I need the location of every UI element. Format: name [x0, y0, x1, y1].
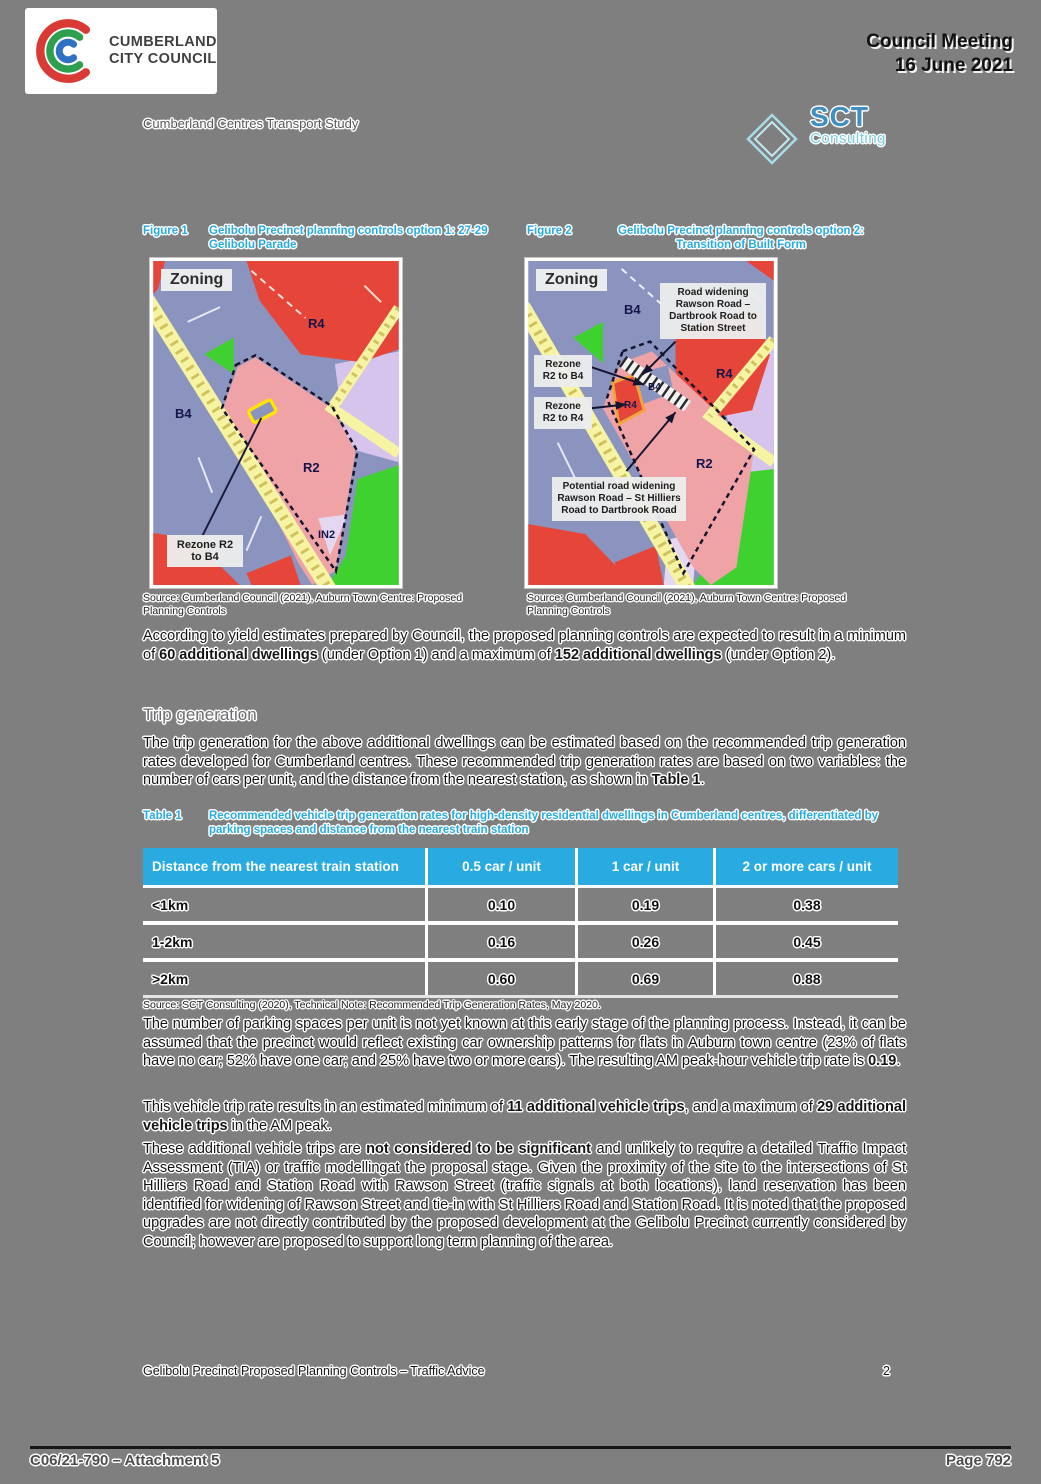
sct-consulting-logo: [742, 101, 886, 174]
paragraph-text: This vehicle trip rate results in an estimated minimum of: [143, 1099, 508, 1115]
meeting-title: Council Meeting: [866, 31, 1013, 52]
meeting-date: 16 June 2021: [894, 55, 1013, 76]
row-label: <1km: [143, 888, 428, 921]
sct-name: SCT: [810, 101, 869, 132]
paragraph-significance: [143, 1140, 906, 1251]
paragraph-text: These additional vehicle trips are: [143, 1141, 367, 1157]
row-value: 0.88: [793, 970, 821, 987]
table-header-2cars: 2 or more cars / unit: [716, 848, 898, 885]
paragraph-text: The number of parking spaces per unit is not yet known at this early stage of the planning process. Instead, it can be assumed that the precinct would reflect existing car ownership patterns for flats in Auburn town centre (23% of flats have no car; 52% have one car; and 25% have two or more cars). The resulting AM peak-hour vehicle trip rate is: [143, 1016, 906, 1069]
bold-table-1-ref: Table 1: [651, 772, 701, 788]
paragraph-vehicle-trips: [143, 1098, 906, 1135]
trip-generation-heading: Trip generation: [143, 705, 257, 724]
doc-footer-page-number: 2: [883, 1364, 890, 1378]
row-value: 0.10: [428, 888, 578, 921]
figure2-caption: [527, 224, 889, 252]
figure1-caption: [143, 224, 505, 252]
map1-zoning-title: Zoning: [161, 269, 232, 291]
map2-callout-road-widening: Road widening Rawson Road – Dartbrook Road to Station Street: [660, 283, 766, 339]
bottom-bar: [30, 1452, 1011, 1469]
bold-60-dwellings: 60 additional dwellings: [159, 646, 318, 663]
report-subtitle: Cumberland Centres Transport Study: [143, 116, 359, 131]
table-header-05car: 0.5 car / unit: [428, 848, 578, 885]
paragraph-yield-estimates: [143, 627, 906, 664]
pdf-page-label: Page 792: [945, 1452, 1011, 1469]
paragraph-text: .: [700, 772, 705, 788]
table-row: [143, 925, 898, 962]
table-source: Source: SCT Consulting (2020), Technical Note: Recommended Trip Generation Rates, May 2020.: [143, 999, 601, 1011]
table-header-row: [143, 848, 898, 888]
row-value: 0.26: [578, 925, 716, 958]
row-value: 0.60: [428, 962, 578, 995]
map2-callout-rezone-r4: Rezone R2 to R4: [534, 397, 592, 429]
paragraph-text: (under Option 2).: [721, 646, 836, 663]
paragraph-text: (under Option 1) and a maximum of: [317, 646, 555, 663]
figure2-caption-text: Gelibolu Precinct planning controls option 2: Transition of Built Form: [618, 225, 864, 251]
figure1-caption-text: Gelibolu Precinct planning controls option 1: 27-29 Gelibolu Parade: [209, 225, 488, 251]
map2-label-b4-top: B4: [624, 302, 641, 317]
table1-caption: [143, 809, 906, 837]
map2-label-r4-small: R4: [624, 400, 637, 411]
row-value: 0.69: [578, 962, 716, 995]
bold-trip-rate: 0.19: [868, 1053, 897, 1069]
map1-label-r4: R4: [308, 316, 325, 331]
figure1-source: Source: Cumberland Council (2021), Auburn Town Centre: Proposed Planning Controls: [143, 592, 463, 617]
map1-label-b4: B4: [175, 406, 192, 421]
paragraph-text: and unlikely to require a detailed Traffic Impact Assessment (TIA) or traffic modellingat the proposal stage. Given the proximity of the site to the intersections of St Hilliers Road and Station Road with Rawson Street (traffic signals at both locations), land reservation has been identified for widening of Rawson Street and tie-in with St Hilliers Road and Station Road. It is noted that the proposed upgrades are not directly contributed by the proposed development at the Gelibolu Precinct currently considered by Council; however are proposed to support long term planning of the area.: [143, 1141, 906, 1250]
map2-label-b4-small: B4: [648, 382, 661, 393]
doc-footer: [143, 1364, 890, 1378]
bold-11-trips: 11 additional vehicle trips: [507, 1099, 685, 1115]
row-value: 0.38: [793, 896, 821, 913]
doc-footer-title: Gelibolu Precinct Proposed Planning Controls – Traffic Advice: [143, 1364, 485, 1378]
table1-caption-label: Table 1: [143, 810, 182, 822]
cumberland-c-icon: [31, 10, 105, 92]
paragraph-text: The trip generation for the above additional dwellings can be estimated based on the recommended trip generation rates developed for Cumberland centres. These recommended trip generation rates are based on two variables: the number of cars per unit, and the distance from the nearest station, as shown in: [143, 735, 906, 788]
logo-text-line2: CITY COUNCIL: [109, 51, 217, 67]
figure2-caption-label: Figure 2: [527, 225, 572, 237]
paragraph-text: , and a maximum of: [684, 1099, 818, 1115]
map2-zoning-title: Zoning: [536, 269, 607, 291]
table1-caption-text: Recommended vehicle trip generation rates for high-density residential dwellings in Cumberland centres, differentiated by parking spaces and distance from the nearest train station: [209, 810, 879, 836]
paragraph-parking-spaces: [143, 1015, 906, 1071]
cumberland-logo: [25, 8, 217, 94]
trip-rate-table: [143, 848, 898, 998]
bold-not-significant: not considered to be significant: [366, 1141, 591, 1157]
row-label: 1-2km: [143, 925, 428, 958]
figure1-map: [150, 258, 402, 588]
paragraph-text: .: [896, 1053, 901, 1069]
sct-sub: Consulting: [810, 130, 886, 147]
map1-label-r2: R2: [303, 460, 320, 475]
attachment-reference: C06/21-790 – Attachment 5: [30, 1452, 220, 1469]
table-header-distance: Distance from the nearest train station: [143, 848, 428, 885]
paragraph-trip-generation: [143, 734, 906, 790]
map1-label-in2: IN2: [318, 529, 336, 541]
map1-callout-rezone: Rezone R2 to B4: [167, 535, 243, 567]
table-row: [143, 888, 898, 925]
bottom-rule: [30, 1446, 1011, 1449]
row-value: 0.45: [793, 933, 821, 950]
logo-text-line1: CUMBERLAND: [109, 33, 217, 50]
row-label: >2km: [143, 962, 428, 995]
row-value: 0.16: [428, 925, 578, 958]
map2-callout-rezone-b4: Rezone R2 to B4: [534, 355, 592, 387]
bold-29-trips: 29 additional vehicle trips: [143, 1099, 906, 1134]
map2-label-r4: R4: [716, 366, 733, 381]
map2-callout-potential-widening: Potential road widening Rawson Road – St Hilliers Road to Dartbrook Road: [552, 477, 686, 521]
paragraph-text: in the AM peak.: [227, 1117, 332, 1134]
sct-diamond-icon: [742, 104, 804, 174]
table-row: [143, 962, 898, 998]
figure2-map: [525, 258, 777, 588]
figure1-caption-label: Figure 1: [143, 225, 188, 237]
row-value: 0.19: [578, 888, 716, 921]
map2-label-r2: R2: [696, 456, 713, 471]
meeting-title-block: [866, 30, 1013, 78]
bold-152-dwellings: 152 additional dwellings: [554, 646, 722, 663]
table-header-1car: 1 car / unit: [578, 848, 716, 885]
figure2-source: Source: Cumberland Council (2021), Auburn Town Centre: Proposed Planning Controls: [527, 592, 847, 617]
paragraph-text: According to yield estimates prepared by Council, the proposed planning controls are expected to result in a minimum of: [143, 628, 906, 663]
